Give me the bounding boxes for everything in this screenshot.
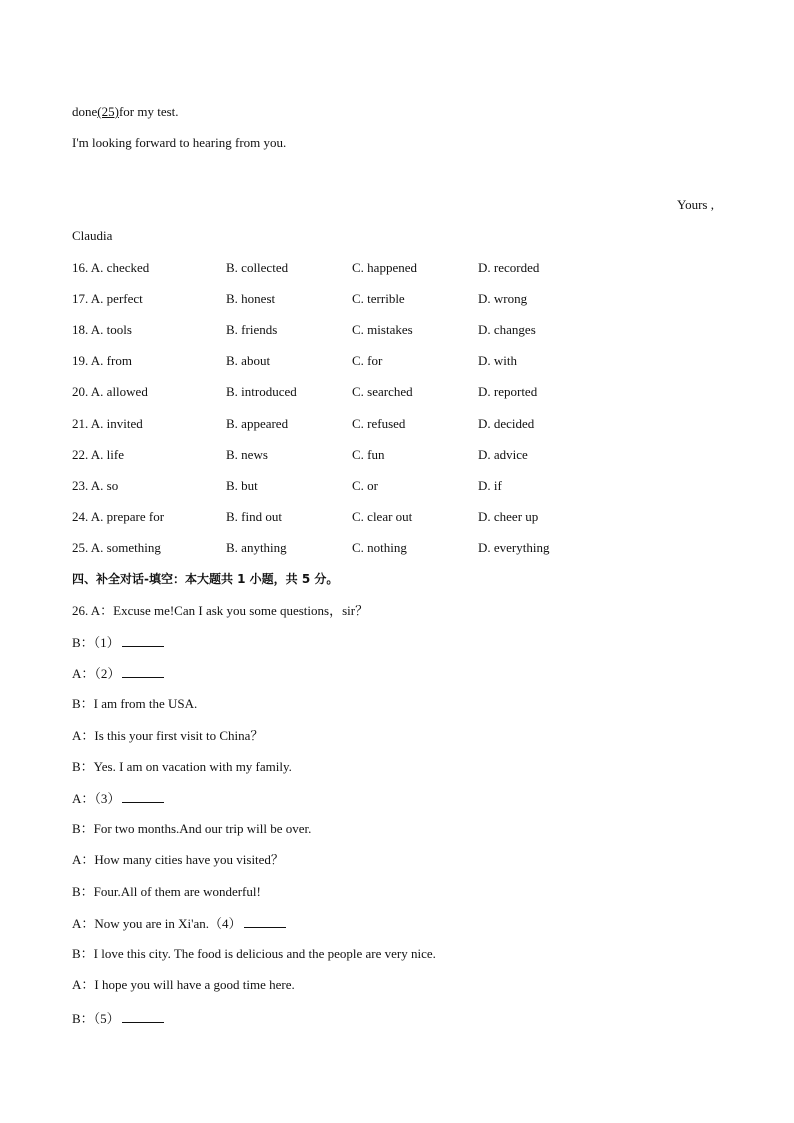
dialogue-text: A：I hope you will have a good time here. <box>72 977 295 992</box>
option-c: C. refused <box>352 416 406 431</box>
option-a: 23. A. so <box>72 478 119 493</box>
option-d: D. reported <box>478 384 538 399</box>
option-c: C. for <box>352 353 383 368</box>
dialogue-line <box>72 1010 164 1027</box>
dialogue-text: B：For two months.And our trip will be over. <box>72 821 312 836</box>
dialogue-text: A：（3） <box>72 791 121 806</box>
question-row <box>72 322 672 338</box>
option-d: D. recorded <box>478 260 540 275</box>
option-a: 25. A. something <box>72 540 161 555</box>
option-d: D. if <box>478 478 502 493</box>
option-a: 18. A. tools <box>72 322 132 337</box>
letter-text: for my test. <box>118 104 179 119</box>
question-row <box>72 540 672 556</box>
dialogue-text: A：How many cities have you visited？ <box>72 852 284 867</box>
dialogue-line <box>72 665 164 682</box>
question-row <box>72 353 672 369</box>
option-c: C. or <box>352 478 378 493</box>
question-row <box>72 416 672 432</box>
option-b: B. find out <box>226 509 282 524</box>
option-d: D. decided <box>478 416 535 431</box>
option-b: B. anything <box>226 540 287 555</box>
dialogue-line <box>72 915 286 932</box>
option-b: B. honest <box>226 291 276 306</box>
question-row <box>72 260 672 276</box>
dialogue-line <box>72 790 164 807</box>
option-c: C. terrible <box>352 291 405 306</box>
dialogue-text: B：I love this city. The food is delicious and the people are very nice. <box>72 946 436 961</box>
option-d: D. everything <box>478 540 550 555</box>
dialogue-text: B：Yes. I am on vacation with my family. <box>72 759 292 774</box>
dialogue-text: B：（1） <box>72 635 120 650</box>
dialogue-line <box>72 977 295 993</box>
option-a: 17. A. perfect <box>72 291 143 306</box>
section-heading: 四、补全对话-填空：本大题共 1 小题，共 5 分。 <box>72 572 339 586</box>
option-b: B. appeared <box>226 416 289 431</box>
answer-blank[interactable] <box>122 634 164 647</box>
option-a: 20. A. allowed <box>72 384 148 399</box>
dialogue-text: A：Now you are in Xi'an.（4） <box>72 916 242 931</box>
dialogue-text: B：（5） <box>72 1011 120 1026</box>
dialogue-line <box>72 821 311 837</box>
option-a: 24. A. prepare for <box>72 509 165 524</box>
dialogue-line <box>72 759 292 775</box>
letter-line-test <box>72 104 179 120</box>
option-c: C. mistakes <box>352 322 413 337</box>
option-c: C. fun <box>352 447 385 462</box>
option-a: 19. A. from <box>72 353 132 368</box>
letter-line-closing: I'm looking forward to hearing from you. <box>72 135 287 150</box>
option-b: B. introduced <box>226 384 297 399</box>
option-b: B. about <box>226 353 271 368</box>
option-d: D. wrong <box>478 291 528 306</box>
letter-text: done <box>72 104 98 119</box>
answer-blank[interactable] <box>122 790 164 803</box>
letter-signoff: Yours , <box>677 197 714 212</box>
answer-blank[interactable] <box>244 915 286 928</box>
question-row <box>72 291 672 307</box>
answer-blank[interactable] <box>122 665 164 678</box>
option-a: 16. A. checked <box>72 260 150 275</box>
option-c: C. clear out <box>352 509 413 524</box>
option-d: D. advice <box>478 447 528 462</box>
dialogue-line <box>72 852 284 868</box>
option-d: D. with <box>478 353 517 368</box>
dialogue-text: A：Is this your first visit to China？ <box>72 728 264 743</box>
question-row <box>72 509 672 525</box>
dialogue-line <box>72 946 436 962</box>
dialogue-text: B：Four.All of them are wonderful! <box>72 884 261 899</box>
dialogue-line <box>72 603 368 619</box>
question-row <box>72 384 672 400</box>
option-a: 21. A. invited <box>72 416 143 431</box>
option-a: 22. A. life <box>72 447 124 462</box>
dialogue-line <box>72 728 263 744</box>
dialogue-text: B：I am from the USA. <box>72 696 198 711</box>
option-c: C. searched <box>352 384 413 399</box>
option-c: C. nothing <box>352 540 407 555</box>
option-c: C. happened <box>352 260 417 275</box>
option-b: B. news <box>226 447 268 462</box>
option-b: B. friends <box>226 322 278 337</box>
letter-signature: Claudia <box>72 228 113 243</box>
dialogue-line <box>72 634 164 651</box>
question-row <box>72 447 672 463</box>
answer-blank[interactable] <box>122 1010 164 1023</box>
option-d: D. changes <box>478 322 536 337</box>
dialogue-line <box>72 884 261 900</box>
dialogue-text: A：（2） <box>72 666 121 681</box>
option-b: B. collected <box>226 260 289 275</box>
question-row <box>72 478 672 494</box>
dialogue-text: 26. A：Excuse me!Can I ask you some questions，sir？ <box>72 603 369 618</box>
option-d: D. cheer up <box>478 509 539 524</box>
option-b: B. but <box>226 478 258 493</box>
blank-number-25: (25) <box>97 104 119 119</box>
dialogue-line <box>72 696 197 712</box>
